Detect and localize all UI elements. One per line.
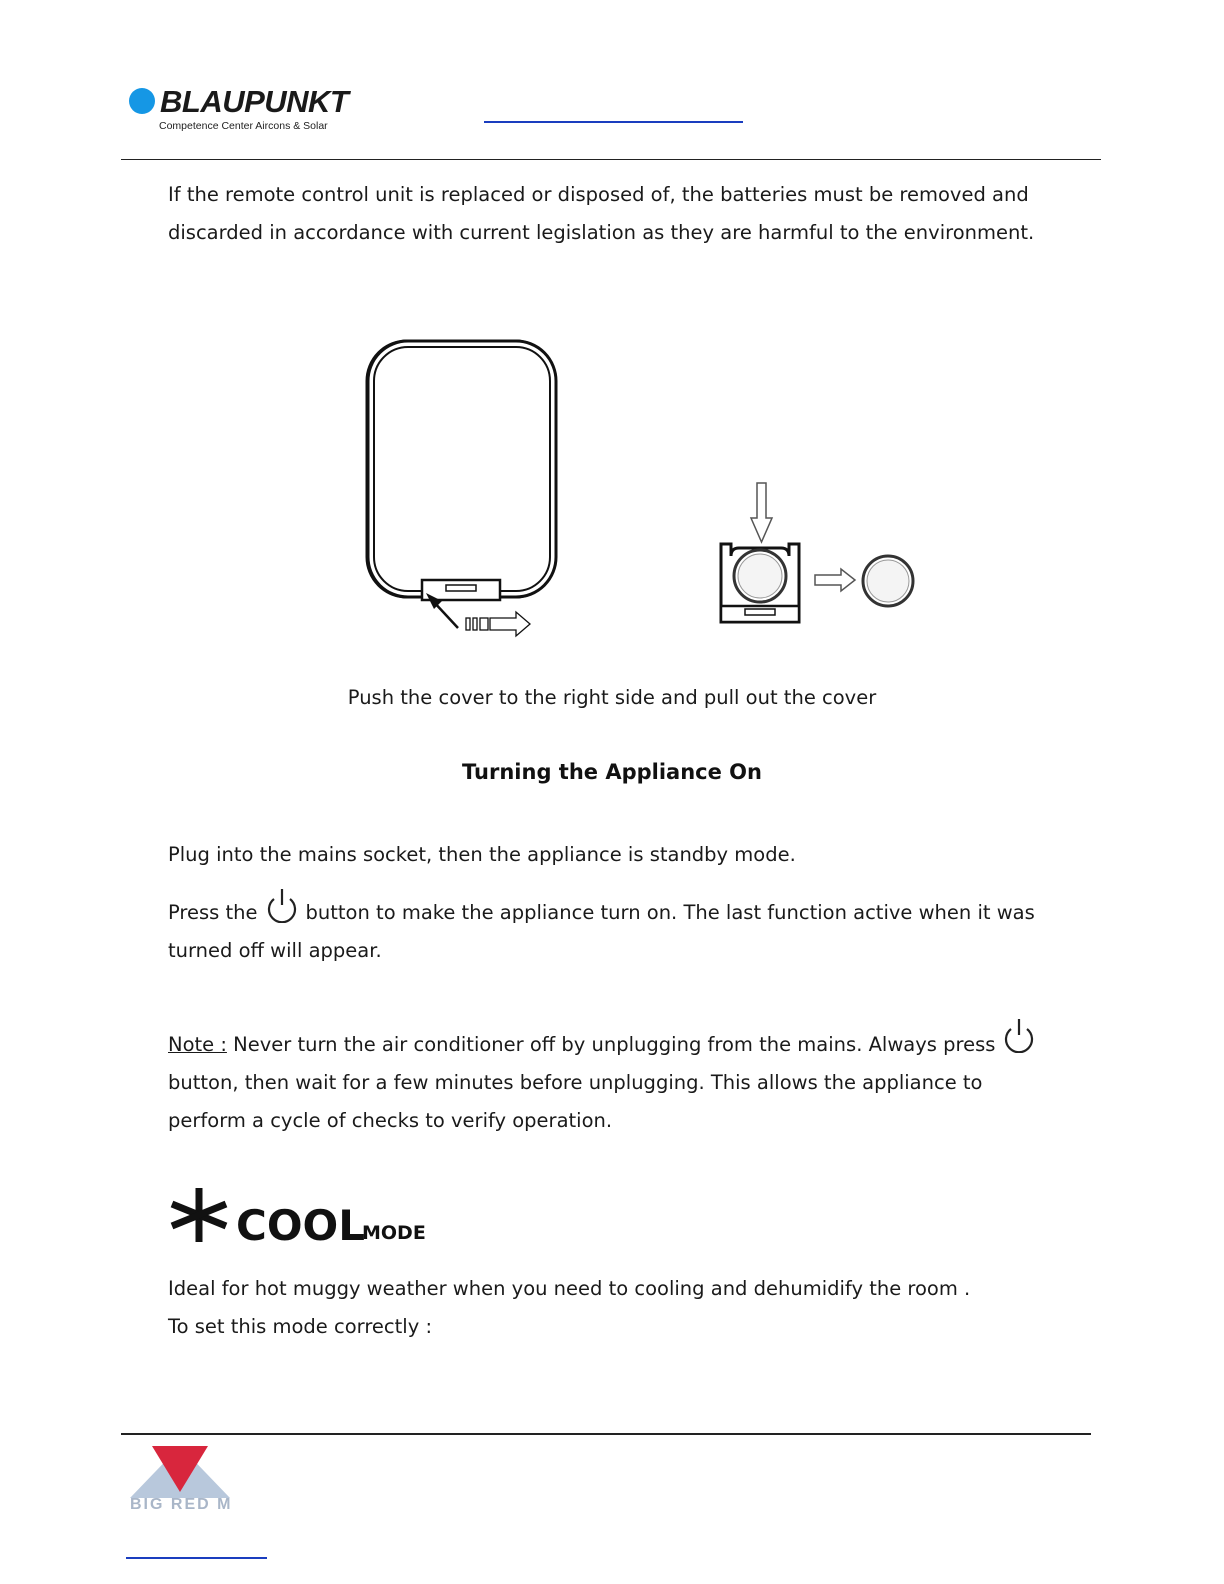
power-icon	[264, 887, 300, 923]
big-red-m-logo	[130, 1446, 230, 1498]
footer-link-underline[interactable]	[126, 1557, 267, 1559]
brand-name: BLAUPUNKT	[160, 84, 349, 119]
power-icon	[1001, 1017, 1037, 1053]
cool-setup-text: To set this mode correctly :	[168, 1315, 433, 1338]
brand-logo-dot	[129, 88, 155, 114]
battery-holder-illustration	[715, 478, 925, 630]
figure-caption: Push the cover to the right side and pull out the cover	[347, 686, 877, 709]
note-part1: Never turn the air conditioner off by unplugging from the mains. Always press	[233, 1033, 996, 1056]
standby-text: Plug into the mains socket, then the appliance is standby mode.	[168, 843, 796, 866]
battery-notice: If the remote control unit is replaced or disposed of, the batteries must be removed and discarded in accordance with current legislation as they are harmful to the environment.	[168, 183, 1035, 244]
remote-illustration	[360, 335, 560, 645]
cool-description: Ideal for hot muggy weather when you need to cooling and dehumidify the room .	[168, 1277, 971, 1300]
brand-subtitle: Competence Center Aircons & Solar	[159, 120, 328, 132]
arrow-down-icon	[751, 483, 772, 542]
footer-divider	[121, 1433, 1091, 1435]
power-on-instructions	[168, 894, 1058, 970]
slide-right-arrow-icon	[466, 612, 530, 636]
footer-logo-text: BIG RED M	[130, 1496, 233, 1513]
note-paragraph	[168, 1026, 1048, 1140]
note-label: Note :	[168, 1033, 227, 1056]
header-divider	[121, 159, 1101, 160]
section-heading: Turning the Appliance On	[462, 760, 762, 784]
cool-mode-label: MODE	[362, 1222, 426, 1244]
press-prefix: Press the	[168, 901, 258, 924]
cool-title: COOL	[236, 1201, 365, 1250]
arrow-right-icon	[815, 569, 855, 591]
snowflake-icon	[168, 1186, 230, 1244]
note-part2: button, then wait for a few minutes before unplugging. This allows the appliance to perform a cycle of checks to verify operation.	[168, 1071, 983, 1132]
header-link-underline[interactable]	[484, 121, 743, 123]
press-suffix: button to make the appliance turn on. The last function active when it was turned off will appear.	[168, 901, 1035, 962]
